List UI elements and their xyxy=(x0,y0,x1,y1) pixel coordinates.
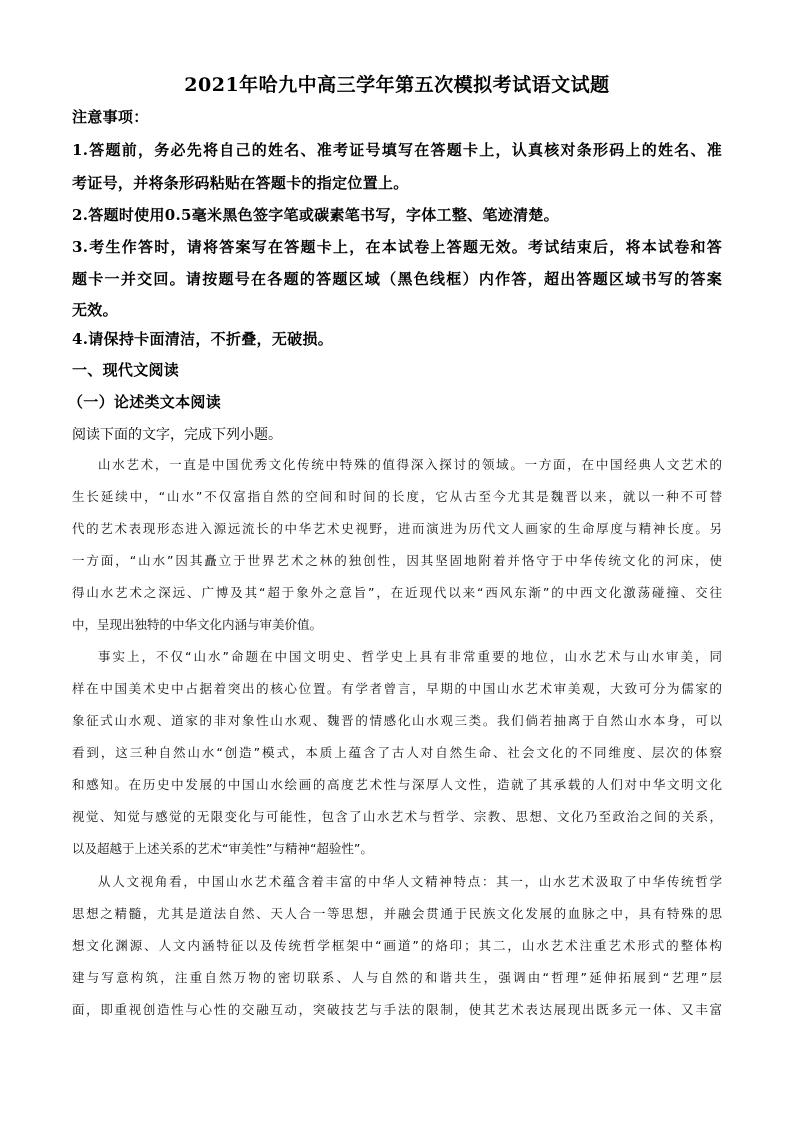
passage-line: 样在中国美术史中占据着突出的核心位置。有学者曾言，早期的中国山水艺术审美观，大致可分为儒家的 xyxy=(72,681,722,696)
notice-line: 3.考生作答时，请将答案写在答题卡上，在本试卷上答题无效。考试结束后，将本试卷和答 xyxy=(72,238,722,256)
passage-line: 中，呈现出独特的中华文化内涵与审美价值。 xyxy=(72,617,323,632)
passage-line: 和感知。在历史中发展的中国山水绘画的高度艺术性与深厚人文性，造就了其承载的人们对中华文明文化 xyxy=(72,777,722,792)
passage-line: 想文化渊源、人文内涵特征以及传统哲学框架中“画道”的烙印；其二，山水艺术注重艺术形式的整体构 xyxy=(72,938,722,953)
notice-line: 4.请保持卡面清洁，不折叠，无破损。 xyxy=(72,330,334,348)
passage-line: 生长延续中，“山水”不仅富指自然的空间和时间的长度，它从古至今尤其是魏晋以来，就以一种不可替 xyxy=(72,489,722,504)
exam-title: 2021年哈九中高三学年第五次模拟考试语文试题 xyxy=(184,74,610,96)
subsection-heading: （一）论述类文本阅读 xyxy=(68,393,222,411)
passage-line: 视觉、知觉与感觉的无限变化与可能性，包含了山水艺术与哲学、宗教、思想、文化乃至政治之间的关系， xyxy=(72,809,722,824)
passage-line: 看到，这三种自然山水“创造”模式，本质上蕴含了古人对自然生命、社会文化的不同维度、层次的体察 xyxy=(72,745,722,760)
passage-line: 象征式山水观、道家的非对象性山水观、魏晋的情感化山水观三类。我们倘若抽离于自然山水本身，可以 xyxy=(72,713,722,728)
passage-line: 一方面，“山水”因其矗立于世界艺术之林的独创性，因其坚固地附着并恪守于中华传统文化的河床，使 xyxy=(72,553,722,568)
passage-line: 事实上，不仅“山水”命题在中国文明史、哲学史上具有非常重要的地位，山水艺术与山水审美，同 xyxy=(98,649,722,664)
notice-line: 题卡一并交回。请按题号在各题的答题区域（黑色线框）内作答，超出答题区域书写的答案 xyxy=(72,270,722,288)
passage-line: 建与写意构筑，注重自然万物的密切联系、人与自然的和谐共生，强调由“哲理”延伸拓展到“艺理”层 xyxy=(72,970,722,985)
reading-instruction: 阅读下面的文字，完成下列小题。 xyxy=(72,427,282,443)
passage-line: 得山水艺术之深远、广博及其“超于象外之意旨”，在近现代以来“西风东渐”的中西文化激荡碰撞、交往 xyxy=(72,585,722,600)
passage-line: 以及超越于上述关系的艺术“审美性”与精神“超验性”。 xyxy=(72,841,373,856)
notice-line: 1.答题前，务必先将自己的姓名、准考证号填写在答题卡上，认真核对条形码上的姓名、准 xyxy=(72,141,722,159)
notice-line: 考证号，并将条形码粘贴在答题卡的指定位置上。 xyxy=(72,174,409,192)
notice-heading: 注意事项： xyxy=(72,108,149,126)
passage-line: 代的艺术表现形态进入源远流长的中华艺术史视野，进而演进为历代文人画家的生命厚度与精神长度。另 xyxy=(72,521,722,536)
passage-line: 从人文视角看，中国山水艺术蕴含着丰富的中华人文精神特点：其一，山水艺术汲取了中华传统哲学 xyxy=(98,874,722,889)
passage-line: 面，即重视创造性与心性的交融互动，突破技艺与手法的限制，使其艺术表达展现出既多元一体、又丰富 xyxy=(72,1002,722,1017)
notice-line: 2.答题时使用0.5毫米黑色签字笔或碳素笔书写，字体工整、笔迹清楚。 xyxy=(72,206,559,224)
notice-line: 无效。 xyxy=(72,301,118,319)
passage-line: 思想之精髓，尤其是道法自然、天人合一等思想，并融会贯通于民族文化发展的血脉之中，具有特殊的思 xyxy=(72,906,722,921)
section-heading: 一、现代文阅读 xyxy=(72,361,180,379)
passage-line: 山水艺术，一直是中国优秀文化传统中特殊的值得深入探讨的领域。一方面，在中国经典人文艺术的 xyxy=(98,457,722,472)
